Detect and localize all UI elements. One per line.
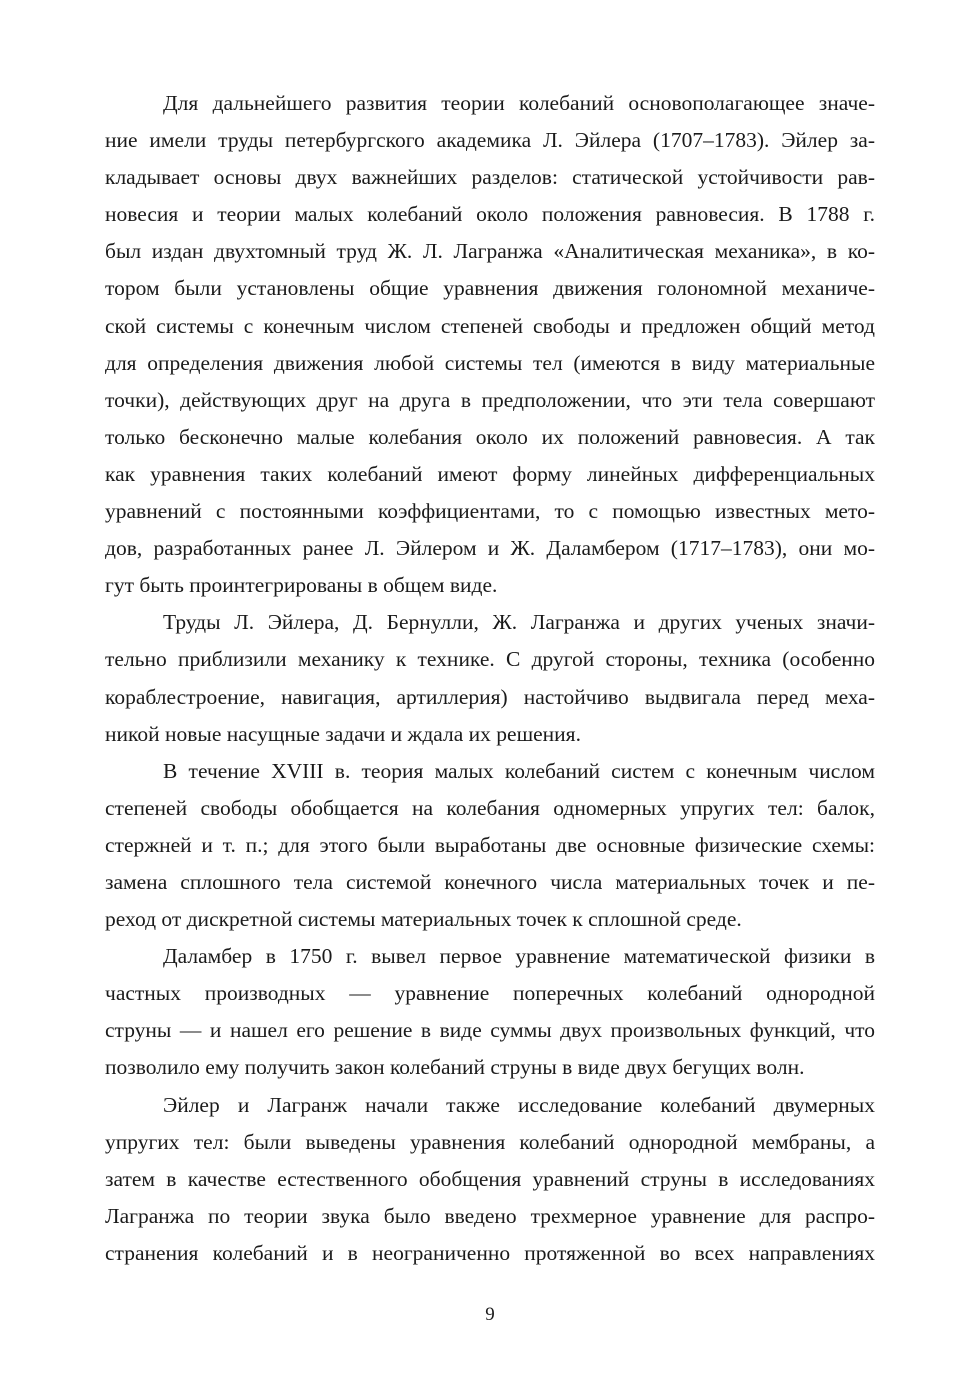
text-line: Лагранжа по теории звука было введено трехмерное уравнение для распро- xyxy=(105,1203,875,1228)
page-number: 9 xyxy=(485,1304,495,1325)
paragraph xyxy=(105,604,875,752)
text-line: ние имели труды петербургского академика Л. Эйлера (1707–1783). Эйлер за- xyxy=(105,128,875,153)
paragraph xyxy=(105,753,875,938)
text-line: степеней свободы обобщается на колебания одномерных упругих тел: балок, xyxy=(105,795,875,820)
text-line: позволило ему получить закон колебаний струны в виде двух бегущих волн. xyxy=(105,1055,805,1080)
text-line: дов, разработанных ранее Л. Эйлером и Ж. Даламбером (1717–1783), они мо- xyxy=(105,536,875,561)
text-line: никой новые насущные задачи и ждала их решения. xyxy=(105,721,581,746)
text-line: затем в качестве естественного обобщения уравнений струны в исследованиях xyxy=(105,1166,875,1191)
text-line: для определения движения любой системы тел (имеются в виду материальные xyxy=(105,350,875,375)
text-line: Труды Л. Эйлера, Д. Бернулли, Ж. Лагранжа и других ученых значи- xyxy=(163,610,875,635)
text-line: В течение XVIII в. теория малых колебаний систем с конечным числом xyxy=(163,758,875,783)
text-line: кладывает основы двух важнейших разделов: статической устойчивости рав- xyxy=(105,165,875,190)
text-line: гут быть проинтегрированы в общем виде. xyxy=(105,573,498,598)
text-line: замена сплошного тела системой конечного числа материальных точек и пе- xyxy=(105,869,875,894)
text-line: стержней и т. п.; для этого были выработаны две основные физические схемы: xyxy=(105,832,875,857)
text-line: упругих тел: были выведены уравнения колебаний однородной мембраны, а xyxy=(105,1129,875,1154)
text-line: как уравнения таких колебаний имеют форму линейных дифференциальных xyxy=(105,461,875,486)
text-line: Эйлер и Лагранж начали также исследование колебаний двумерных xyxy=(163,1092,875,1117)
text-line: реход от дискретной системы материальных точек к сплошной среде. xyxy=(105,907,742,932)
text-line: новесия и теории малых колебаний около положения равновесия. В 1788 г. xyxy=(105,202,875,227)
text-line: Для дальнейшего развития теории колебаний основополагающее значе- xyxy=(163,91,875,115)
text-line: странения колебаний и в неограниченно протяженной во всех направлениях xyxy=(105,1240,875,1265)
text-line: уравнений с постоянными коэффициентами, то с помощью известных мето- xyxy=(105,499,875,524)
paragraph xyxy=(105,1087,875,1272)
text-line: тором были установлены общие уравнения движения голономной механиче- xyxy=(105,276,875,301)
text-line: точки), действующих друг на друга в предположении, что эти тела совершают xyxy=(105,387,875,412)
text-line: Даламбер в 1750 г. вывел первое уравнение математической физики в xyxy=(163,944,875,969)
text-line: только бесконечно малые колебания около их положений равновесия. А так xyxy=(105,424,875,449)
text-line: струны — и нашел его решение в виде суммы двух произвольных функций, что xyxy=(105,1018,875,1043)
paragraph xyxy=(105,85,875,604)
text-line: ской системы с конечным числом степеней свободы и предложен общий метод xyxy=(105,313,875,338)
document-body xyxy=(105,85,875,1272)
text-line: тельно приблизили механику к технике. С другой стороны, техника (особенно xyxy=(105,647,875,672)
text-line: частных производных — уравнение поперечных колебаний однородной xyxy=(105,981,875,1006)
paragraph xyxy=(105,938,875,1086)
text-line: кораблестроение, навигация, артиллерия) настойчиво выдвигала перед меха- xyxy=(105,684,875,709)
text-line: был издан двухтомный труд Ж. Л. Лагранжа «Аналитическая механика», в ко- xyxy=(105,239,875,264)
